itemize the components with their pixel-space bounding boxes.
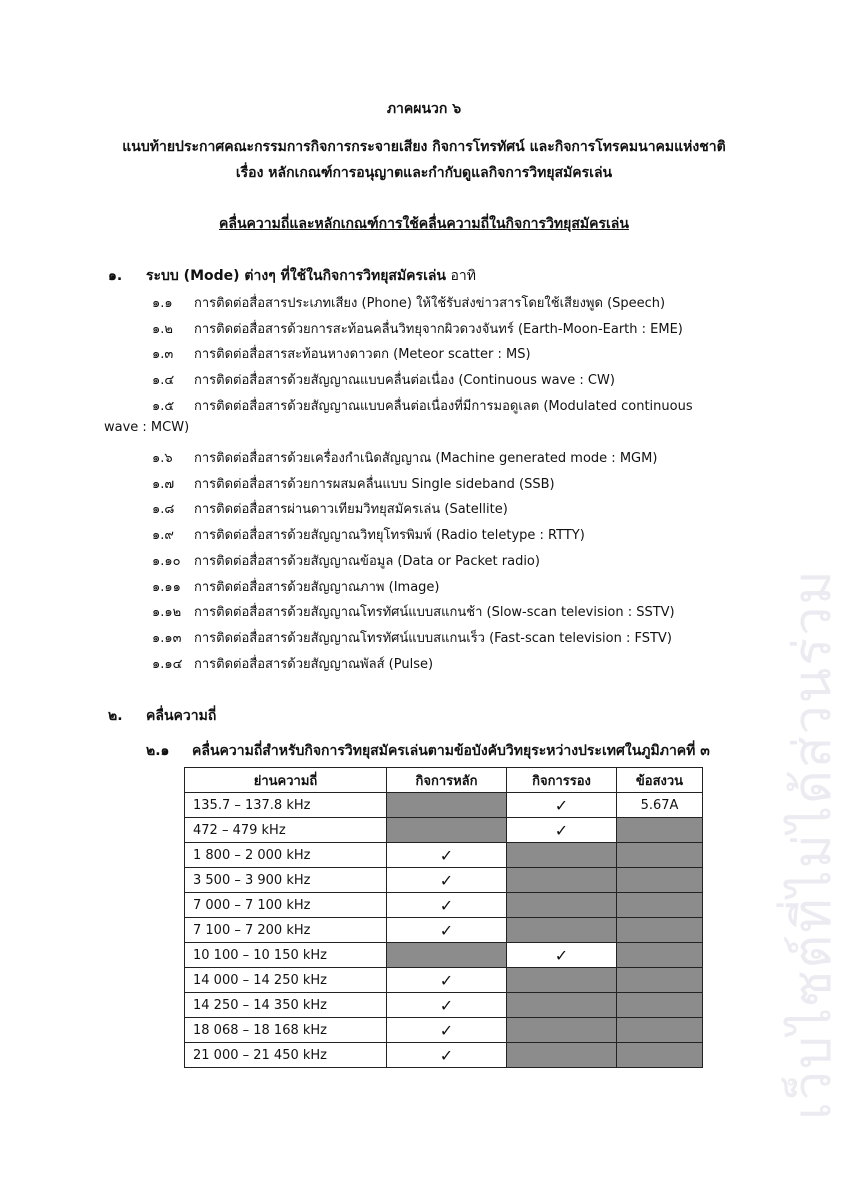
- shaded-cell: [617, 843, 703, 868]
- mode-item-text: การติดต่อสื่อสารด้วยสัญญาณแบบคลื่นต่อเนื่องที่มีการมอดูเลต (Modulated continuous: [194, 399, 693, 414]
- primary-cell: [387, 868, 507, 893]
- mode-item-text: การติดต่อสื่อสารด้วยสัญญาณข้อมูล (Data or Packet radio): [194, 554, 540, 569]
- mode-item-number: ๑.๓: [152, 347, 174, 362]
- secondary-cell: [507, 818, 617, 843]
- shaded-cell: [617, 993, 703, 1018]
- shaded-cell: [617, 893, 703, 918]
- subsection-2-1-title: คลื่นความถี่สำหรับกิจการวิทยุสมัครเล่นตามข้อบังคับวิทยุระหว่างประเทศในภูมิภาคที่ ๓: [192, 743, 710, 759]
- table-row: [185, 818, 703, 843]
- check-icon: ✓: [439, 1045, 454, 1065]
- table-row: [185, 793, 703, 818]
- shaded-cell: [617, 1043, 703, 1068]
- shaded-cell: [507, 868, 617, 893]
- section-1-title-bold: ระบบ (Mode) ต่างๆ ที่ใช้ในกิจการวิทยุสมัครเล่น: [146, 268, 447, 284]
- mode-item-text: การติดต่อสื่อสารประเภทเสียง (Phone) ให้ใช้รับส่งข่าวสารโดยใช้เสียงพูด (Speech): [194, 296, 666, 311]
- band-cell: 18 068 – 18 168 kHz: [185, 1018, 387, 1043]
- mode-item-number: ๑.๒: [152, 322, 173, 337]
- check-icon: ✓: [439, 870, 454, 890]
- section-1-title: [146, 265, 476, 287]
- band-cell: 1 800 – 2 000 kHz: [185, 843, 387, 868]
- mode-item: [152, 343, 531, 364]
- mode-item: [152, 292, 665, 313]
- primary-cell: [387, 968, 507, 993]
- primary-cell: [387, 843, 507, 868]
- check-icon: ✓: [554, 795, 569, 815]
- check-icon: ✓: [439, 845, 454, 865]
- shaded-cell: [617, 868, 703, 893]
- check-icon: ✓: [554, 820, 569, 840]
- mode-item: [152, 395, 693, 416]
- table-row: [185, 893, 703, 918]
- mode-item-number: ๑.๙: [152, 528, 174, 543]
- mode-item: [152, 369, 615, 390]
- table-row: [185, 943, 703, 968]
- shaded-cell: [507, 1043, 617, 1068]
- mode-item-text: การติดต่อสื่อสารด้วยสัญญาณวิทยุโทรพิมพ์ (Radio teletype : RTTY): [194, 528, 585, 543]
- section-heading: คลื่นความถี่และหลักเกณฑ์การใช้คลื่นความถี่ในกิจการวิทยุสมัครเล่น: [219, 216, 629, 232]
- mode-item-text: การติดต่อสื่อสารผ่านดาวเทียมวิทยุสมัครเล่น (Satellite): [194, 502, 508, 517]
- band-cell: 472 – 479 kHz: [185, 818, 387, 843]
- mode-item: [152, 524, 585, 545]
- band-cell: 7 000 – 7 100 kHz: [185, 893, 387, 918]
- mode-item: [152, 576, 439, 597]
- table-row: [185, 868, 703, 893]
- shaded-cell: [617, 918, 703, 943]
- shaded-cell: [507, 843, 617, 868]
- mode-item-text: การติดต่อสื่อสารด้วยการสะท้อนคลื่นวิทยุจากผิวดวงจันทร์ (Earth-Moon-Earth : EME): [194, 322, 683, 337]
- primary-cell: [387, 1043, 507, 1068]
- check-icon: ✓: [439, 970, 454, 990]
- header-primary: กิจการหลัก: [387, 768, 507, 793]
- primary-cell: [387, 993, 507, 1018]
- section-2-title: คลื่นความถี่: [146, 708, 217, 724]
- table-row: [185, 1018, 703, 1043]
- band-cell: 21 000 – 21 450 kHz: [185, 1043, 387, 1068]
- shaded-cell: [617, 943, 703, 968]
- mode-item-text: การติดต่อสื่อสารด้วยสัญญาณแบบคลื่นต่อเนื่อง (Continuous wave : CW): [194, 373, 615, 388]
- secondary-cell: [507, 943, 617, 968]
- subtitle-line-2: เรื่อง หลักเกณฑ์การอนุญาตและกำกับดูแลกิจการวิทยุสมัครเล่น: [235, 165, 613, 181]
- mode-item-text: การติดต่อสื่อสารด้วยสัญญาณโทรทัศน์แบบสแกนเร็ว (Fast-scan television : FSTV): [194, 631, 672, 646]
- shaded-cell: [387, 943, 507, 968]
- mode-item: [152, 653, 433, 674]
- note-cell: 5.67A: [617, 793, 703, 818]
- shaded-cell: [507, 893, 617, 918]
- mode-item-text: การติดต่อสื่อสารด้วยการผสมคลื่นแบบ Single sideband (SSB): [194, 477, 555, 492]
- band-cell: 135.7 – 137.8 kHz: [185, 793, 387, 818]
- appendix-title: ภาคผนวก ๖: [386, 101, 462, 117]
- subtitle-line-1: แนบท้ายประกาศคณะกรรมการกิจการกระจายเสียง กิจการโทรทัศน์ และกิจการโทรคมนาคมแห่งชาติ: [122, 139, 726, 155]
- mode-item: [152, 473, 555, 494]
- shaded-cell: [387, 818, 507, 843]
- table-header-row: [185, 768, 703, 793]
- band-cell: 14 000 – 14 250 kHz: [185, 968, 387, 993]
- check-icon: ✓: [439, 995, 454, 1015]
- mode-item: [152, 447, 657, 468]
- mode-item-number: ๑.๕: [152, 399, 175, 414]
- mode-item: [152, 498, 508, 519]
- mode-item-number: ๑.๑: [152, 296, 173, 311]
- shaded-cell: [617, 818, 703, 843]
- band-cell: 14 250 – 14 350 kHz: [185, 993, 387, 1018]
- shaded-cell: [507, 993, 617, 1018]
- frequency-table: [184, 767, 703, 1068]
- mode-item-text: การติดต่อสื่อสารด้วยสัญญาณภาพ (Image): [194, 580, 440, 595]
- mode-item-number: ๑.๗: [152, 477, 175, 492]
- mode-item-text: การติดต่อสื่อสารสะท้อนหางดาวตก (Meteor scatter : MS): [194, 347, 531, 362]
- mode-item-number: ๑.๑๓: [152, 631, 182, 646]
- secondary-cell: [507, 793, 617, 818]
- watermark: เว็บไซต์ที่ไม่ได้ส่วนร่วม: [783, 568, 843, 1120]
- mode-item: [152, 627, 672, 648]
- table-row: [185, 1043, 703, 1068]
- header-secondary: กิจการรอง: [507, 768, 617, 793]
- mode-item-text: การติดต่อสื่อสารด้วยเครื่องกำเนิดสัญญาณ (Machine generated mode : MGM): [194, 451, 658, 466]
- header-note: ข้อสงวน: [617, 768, 703, 793]
- shaded-cell: [507, 1018, 617, 1043]
- mode-item-number: ๑.๑๔: [152, 657, 183, 672]
- mode-item: [152, 550, 540, 571]
- check-icon: ✓: [439, 1020, 454, 1040]
- table-row: [185, 968, 703, 993]
- mode-item: [152, 601, 675, 622]
- table-row: [185, 918, 703, 943]
- primary-cell: [387, 893, 507, 918]
- primary-cell: [387, 1018, 507, 1043]
- check-icon: ✓: [439, 895, 454, 915]
- table-row: [185, 993, 703, 1018]
- shaded-cell: [387, 793, 507, 818]
- mode-item-number: ๑.๔: [152, 373, 175, 388]
- header-band: ย่านความถี่: [185, 768, 387, 793]
- mode-item-text: การติดต่อสื่อสารด้วยสัญญาณพัลส์ (Pulse): [194, 657, 434, 672]
- mode-item-wrap: wave : MCW): [104, 420, 190, 435]
- shaded-cell: [507, 918, 617, 943]
- shaded-cell: [617, 1018, 703, 1043]
- band-cell: 10 100 – 10 150 kHz: [185, 943, 387, 968]
- section-1-number: ๑.: [108, 268, 123, 284]
- subsection-2-1-number: ๒.๑: [146, 743, 170, 759]
- mode-item: [152, 318, 683, 339]
- mode-item-text: การติดต่อสื่อสารด้วยสัญญาณโทรทัศน์แบบสแกนช้า (Slow-scan television : SSTV): [194, 605, 675, 620]
- mode-item-number: ๑.๑๑: [152, 580, 181, 595]
- section-2-number: ๒.: [108, 708, 123, 724]
- band-cell: 3 500 – 3 900 kHz: [185, 868, 387, 893]
- primary-cell: [387, 918, 507, 943]
- band-cell: 7 100 – 7 200 kHz: [185, 918, 387, 943]
- section-1-title-plain: อาทิ: [446, 268, 476, 284]
- mode-item-number: ๑.๑๒: [152, 605, 182, 620]
- mode-item-number: ๑.๖: [152, 451, 173, 466]
- shaded-cell: [617, 968, 703, 993]
- check-icon: ✓: [554, 945, 569, 965]
- table-row: [185, 843, 703, 868]
- mode-item-number: ๑.๑๐: [152, 554, 181, 569]
- check-icon: ✓: [439, 920, 454, 940]
- shaded-cell: [507, 968, 617, 993]
- mode-item-number: ๑.๘: [152, 502, 175, 517]
